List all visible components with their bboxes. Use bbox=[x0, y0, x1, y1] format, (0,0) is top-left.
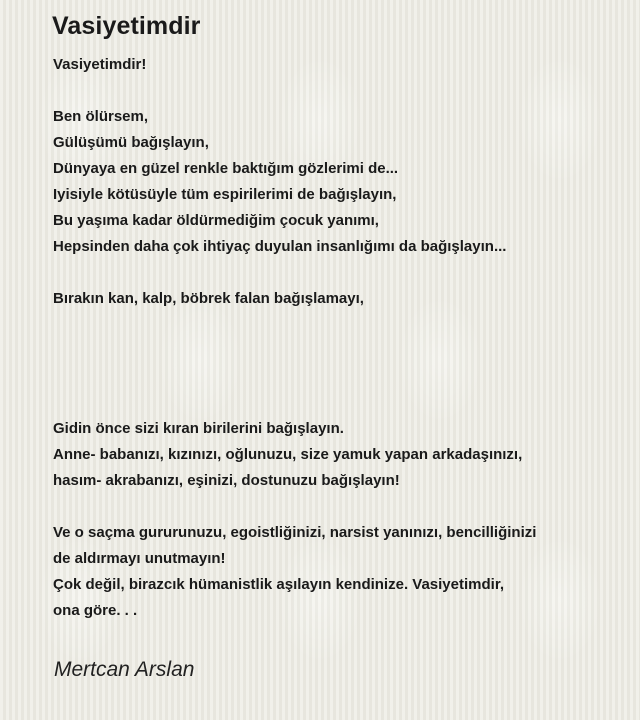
poem-line: Bu yaşıma kadar öldürmediğim çocuk yanımı, bbox=[53, 212, 379, 229]
poem-line: Bırakın kan, kalp, böbrek falan bağışlamayı, bbox=[53, 290, 364, 307]
stanza-1 bbox=[53, 104, 628, 260]
stanza-break bbox=[53, 312, 628, 416]
poem-line: Hepsinden daha çok ihtiyaç duyulan insanlığımı da bağışlayın... bbox=[53, 238, 507, 255]
stanza-3 bbox=[53, 416, 628, 494]
poem-line: hasım- akrabanızı, eşinizi, dostunuzu bağışlayın! bbox=[53, 472, 400, 489]
poem-line: Gidin önce sizi kıran birilerini bağışlayın. bbox=[53, 420, 344, 437]
poem-line: Anne- babanızı, kızınızı, oğlunuzu, size yamuk yapan arkadaşınızı, bbox=[53, 446, 523, 463]
poem-line: Çok değil, birazcık hümanistlik aşılayın kendinize. Vasiyetimdir, bbox=[53, 576, 504, 593]
stanza-4 bbox=[53, 520, 628, 624]
poem-line: Iyisiyle kötüsüyle tüm espirilerimi de bağışlayın, bbox=[53, 186, 397, 203]
stanza-break bbox=[53, 494, 628, 520]
poem-line: Ve o saçma gururunuzu, egoistliğinizi, narsist yanınızı, bencilliğinizi bbox=[53, 524, 537, 541]
page-title: Vasiyetimdir bbox=[52, 12, 201, 40]
poem-line: ona göre. . . bbox=[53, 602, 138, 619]
poem-body bbox=[53, 52, 628, 624]
author-name: Mertcan Arslan bbox=[54, 658, 195, 681]
poem-line: Dünyaya en güzel renkle baktığım gözlerimi de... bbox=[53, 160, 399, 177]
stanza-break bbox=[53, 260, 628, 286]
poem-heading: Vasiyetimdir! bbox=[53, 56, 147, 73]
poem-line: Gülüşümü bağışlayın, bbox=[53, 134, 209, 151]
poem-line: Ben ölürsem, bbox=[53, 108, 149, 125]
stanza-break bbox=[53, 78, 628, 104]
poem-line: de aldırmayı unutmayın! bbox=[53, 550, 226, 567]
stanza-2 bbox=[53, 286, 628, 312]
